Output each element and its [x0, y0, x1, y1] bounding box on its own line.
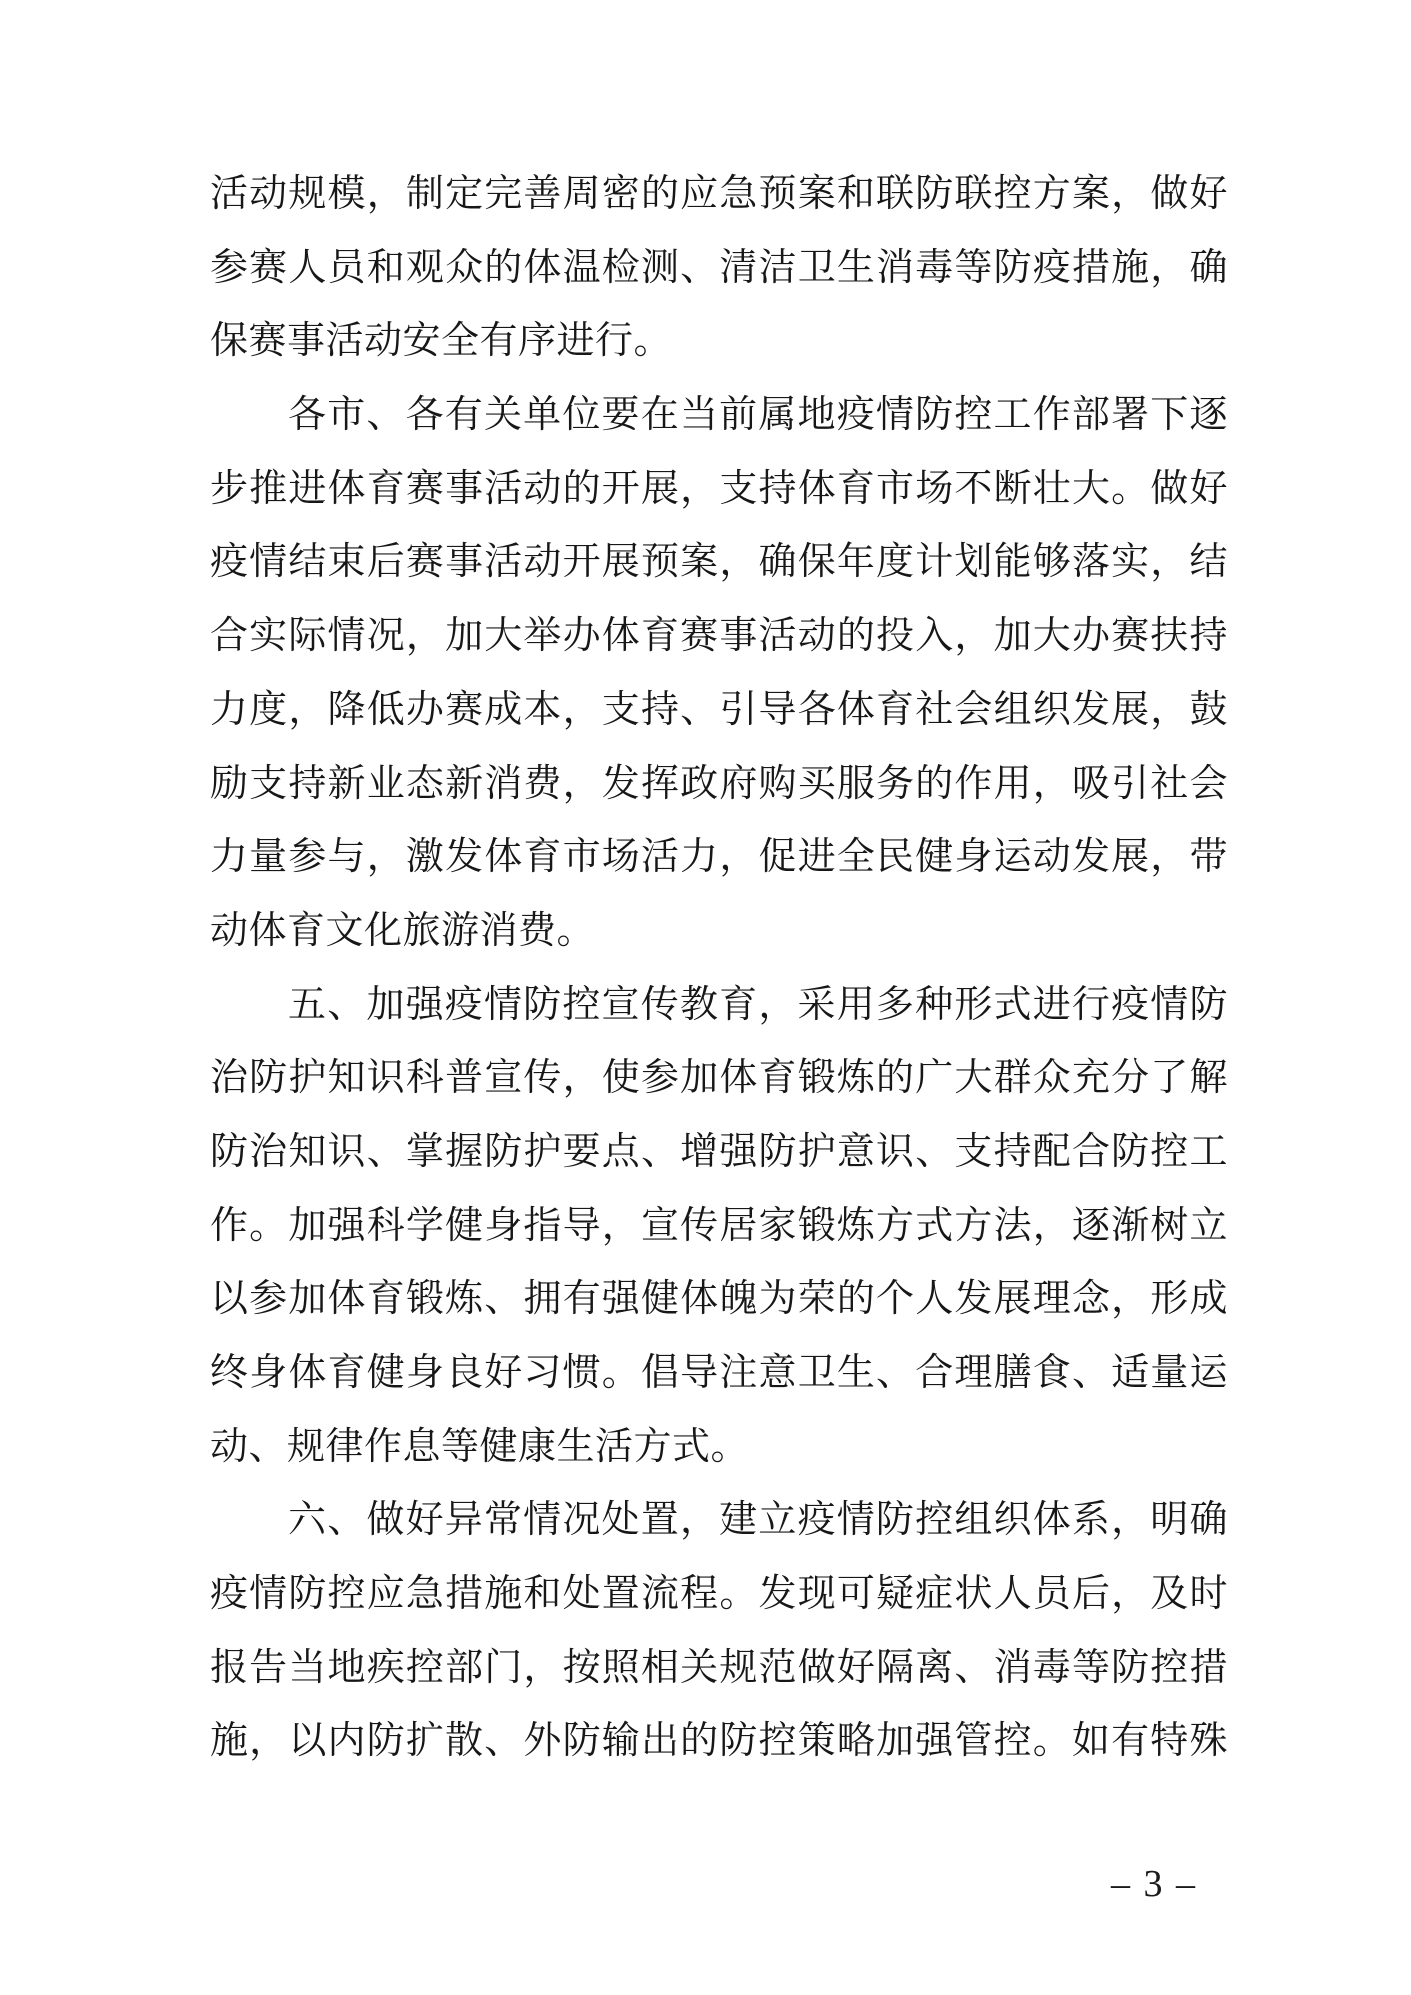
text-line: 作。加强科学健身指导，宣传居家锻炼方式方法，逐渐树立 [210, 1204, 1228, 1247]
page-number: – 3 – [1111, 1863, 1197, 1905]
text-line: 六、做好异常情况处置，建立疫情防控组织体系，明确 [288, 1499, 1228, 1542]
text-line: 动体育文化旅游消费。 [210, 909, 596, 952]
text-line: 防治知识、掌握防护要点、增强防护意识、支持配合防控工 [210, 1130, 1228, 1173]
text-line: 报告当地疾控部门，按照相关规范做好隔离、消毒等防控措 [210, 1646, 1228, 1689]
text-line: 疫情防控应急措施和处置流程。发现可疑症状人员后，及时 [210, 1573, 1228, 1616]
text-line: 施，以内防扩散、外防输出的防控策略加强管控。如有特殊 [210, 1720, 1228, 1763]
text-line: 步推进体育赛事活动的开展，支持体育市场不断壮大。做好 [210, 467, 1228, 510]
text-line: 力量参与，激发体育市场活力，促进全民健身运动发展，带 [210, 836, 1228, 879]
text-line: 以参加体育锻炼、拥有强健体魄为荣的个人发展理念，形成 [210, 1278, 1228, 1321]
text-line: 合实际情况，加大举办体育赛事活动的投入，加大办赛扶持 [210, 615, 1228, 658]
text-line: 保赛事活动安全有序进行。 [210, 320, 673, 363]
document-body [210, 158, 1228, 1779]
text-line: 动、规律作息等健康生活方式。 [210, 1425, 750, 1468]
text-line: 活动规模，制定完善周密的应急预案和联防联控方案，做好 [210, 173, 1228, 215]
text-line: 五、加强疫情防控宣传教育，采用多种形式进行疫情防 [288, 983, 1228, 1026]
text-line: 治防护知识科普宣传，使参加体育锻炼的广大群众充分了解 [210, 1057, 1228, 1100]
text-line: 疫情结束后赛事活动开展预案，确保年度计划能够落实，结 [210, 541, 1228, 584]
text-line: 各市、各有关单位要在当前属地疫情防控工作部署下逐 [288, 394, 1228, 437]
text-line: 终身体育健身良好习惯。倡导注意卫生、合理膳食、适量运 [210, 1352, 1228, 1394]
text-line: 力度，降低办赛成本，支持、引导各体育社会组织发展，鼓 [210, 688, 1228, 731]
text-line: 参赛人员和观众的体温检测、清洁卫生消毒等防疫措施，确 [210, 246, 1228, 289]
text-line: 励支持新业态新消费，发挥政府购买服务的作用，吸引社会 [210, 762, 1228, 805]
